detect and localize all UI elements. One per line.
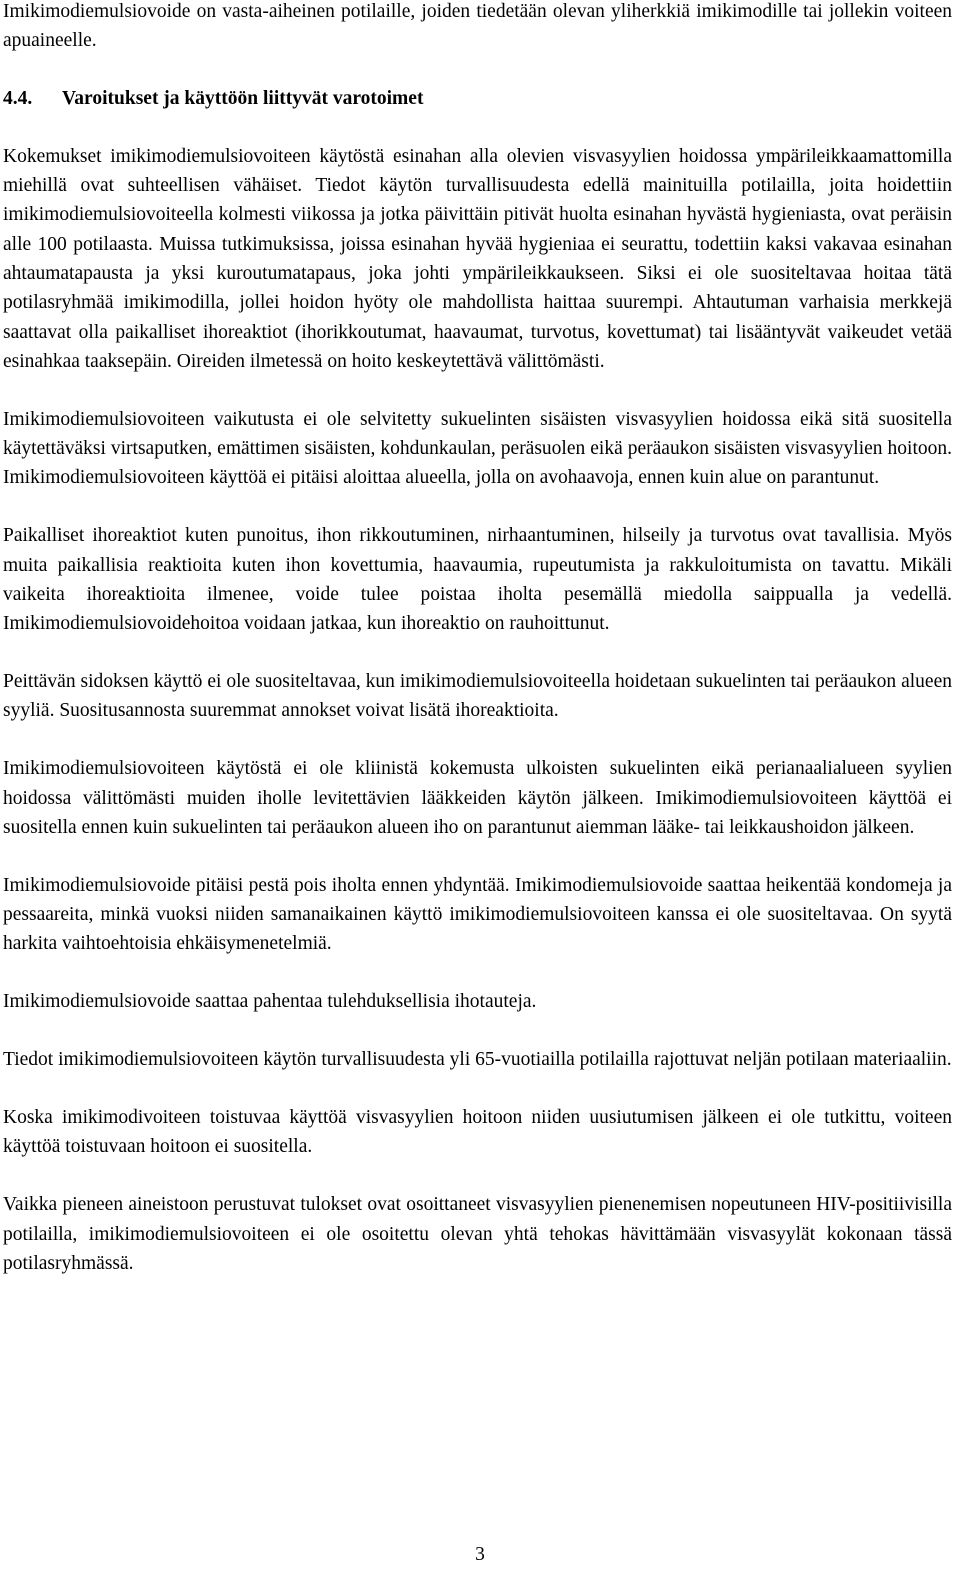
paragraph-internal-warts: Imikimodiemulsiovoiteen vaikutusta ei ole selvitetty sukuelinten sisäisten visvasyylien hoidossa eikä sitä suositella käytettäväksi virtsaputken, emättimen sisäisten, kohdunkaulan, peräsuolen eikä peräaukon sisäisten visvasyylien hoitoon. Imikimodiemulsiovoiteen käyttöä ei pitäisi aloittaa alueella, jolla on avohaavoja, ennen kuin alue on parantunut.: [3, 408, 952, 489]
paragraph-hiv: Vaikka pieneen aineistoon perustuvat tulokset ovat osoittaneet visvasyylien pienenemisen nopeutuneen HIV-positiivisilla potilailla, imikimodiemulsiovoiteen ei ole osoitettu olevan yhtä tehokas hävittämään visvasyylät kokonaan tässä potilasryhmässä.: [3, 1194, 952, 1274]
paragraph-concomitant-treatment: Imikimodiemulsiovoiteen käytöstä ei ole kliinistä kokemusta ulkoisten sukuelinten eikä perianaalialueen syylien hoidossa välittömästi muiden iholle levitettävien lääkkeiden käytön jälkeen. Imikimodiemulsiovoiteen käyttöä ei suositella ennen kuin sukuelinten tai peräaukon alueen iho on parantunut aiemman lääke- tai leikkaushoidon jälkeen.: [3, 758, 952, 838]
page-number: 3: [475, 1544, 485, 1565]
paragraph-skin-reactions: Paikalliset ihoreaktiot kuten punoitus, ihon rikkoutuminen, nirhaantuminen, hilseily ja turvotus ovat tavallisia. Myös muita paikallisia reaktioita kuten ihon kovettumia, haavaumia, rupeutumista ja rakkuloitumista on tavattu. Mikäli vaikeita ihoreaktioita ilmenee, voide tulee poistaa iholta pesemällä miedolla saippualla ja vedellä. Imikimodiemulsiovoidehoitoa voidaan jatkaa, kun ihoreaktio on rauhoittunut.: [3, 525, 952, 635]
intro-paragraph: Imikimodiemulsiovoide on vasta-aiheinen potilaille, joiden tiedetään olevan yliherkkiä imikimodille tai jollekin voiteen apuaineelle.: [3, 1, 952, 52]
paragraph-condoms: Imikimodiemulsiovoide pitäisi pestä pois iholta ennen yhdyntää. Imikimodiemulsiovoide saattaa heikentää kondomeja ja pessaareita, minkä vuoksi niiden samanaikainen käyttö imikimodiemulsiovoiteen kanssa ei ole suositeltavaa. On syytä harkita vaihtoehtoisia ehkäisymenetelmiä.: [3, 874, 952, 955]
paragraph-preputium: Kokemukset imikimodiemulsiovoiteen käytöstä esinahan alla olevien visvasyylien hoidossa ympärileikkaamattomilla miehillä ovat suhteellisen vähäiset. Tiedot käytön turvallisuudesta edellä mainituilla potilailla, joita hoidettiin imikimodiemulsiovoiteella kolmesti viikossa ja jotka päivittäin pitivät huolta esinahan hyvästä hygieniasta, ovat peräisin alle 100 potilaasta. Muissa tutkimuksissa, joissa esinahan hyvää hygieniaa ei seurattu, todettiin kaksi vakavaa esinahan ahtaumatapausta ja yksi kuroutumatapaus, joka johti ympärileikkaukseen. Siksi ei ole suositeltavaa hoitaa tätä potilasryhmää imikimodilla, jollei hoidon hyöty ole mahdollista haittaa suurempi. Ahtautuman varhaisia merkkejä saattavat olla paikalliset ihoreaktiot (ihorikkoutumat, haavaumat, turvotus, kovettumat) tai lisääntyvät vaikeudet vetää esinahkaa taaksepäin. Oireiden ilmetessä on hoito keskeytettävä välittömästi.: [3, 145, 952, 372]
paragraph-repeat-treatment: Koska imikimodivoiteen toistuvaa käyttöä visvasyylien hoitoon niiden uusiutumisen jälkeen ei ole tutkittu, voiteen käyttöä toistuvaan hoitoon ei suositella.: [3, 1107, 952, 1158]
section-heading: [3, 84, 952, 113]
section-number: 4.4.: [3, 88, 33, 110]
paragraph-occlusive-dressing: Peittävän sidoksen käyttö ei ole suositeltavaa, kun imikimodiemulsiovoiteella hoidetaan sukuelinten tai peräaukon alueen syyliä. Suositusannosta suuremmat annokset voivat lisätä ihoreaktioita.: [3, 671, 952, 722]
paragraph-inflammatory-conditions: Imikimodiemulsiovoide saattaa pahentaa tulehduksellisia ihotauteja.: [3, 991, 537, 1013]
paragraph-elderly: Tiedot imikimodiemulsiovoiteen käytön turvallisuudesta yli 65-vuotiailla potilailla rajottuvat neljän potilaan materiaaliin.: [3, 1049, 952, 1071]
document-page: [3, 0, 952, 1278]
section-title: Varoitukset ja käyttöön liittyvät varotoimet: [62, 88, 424, 110]
